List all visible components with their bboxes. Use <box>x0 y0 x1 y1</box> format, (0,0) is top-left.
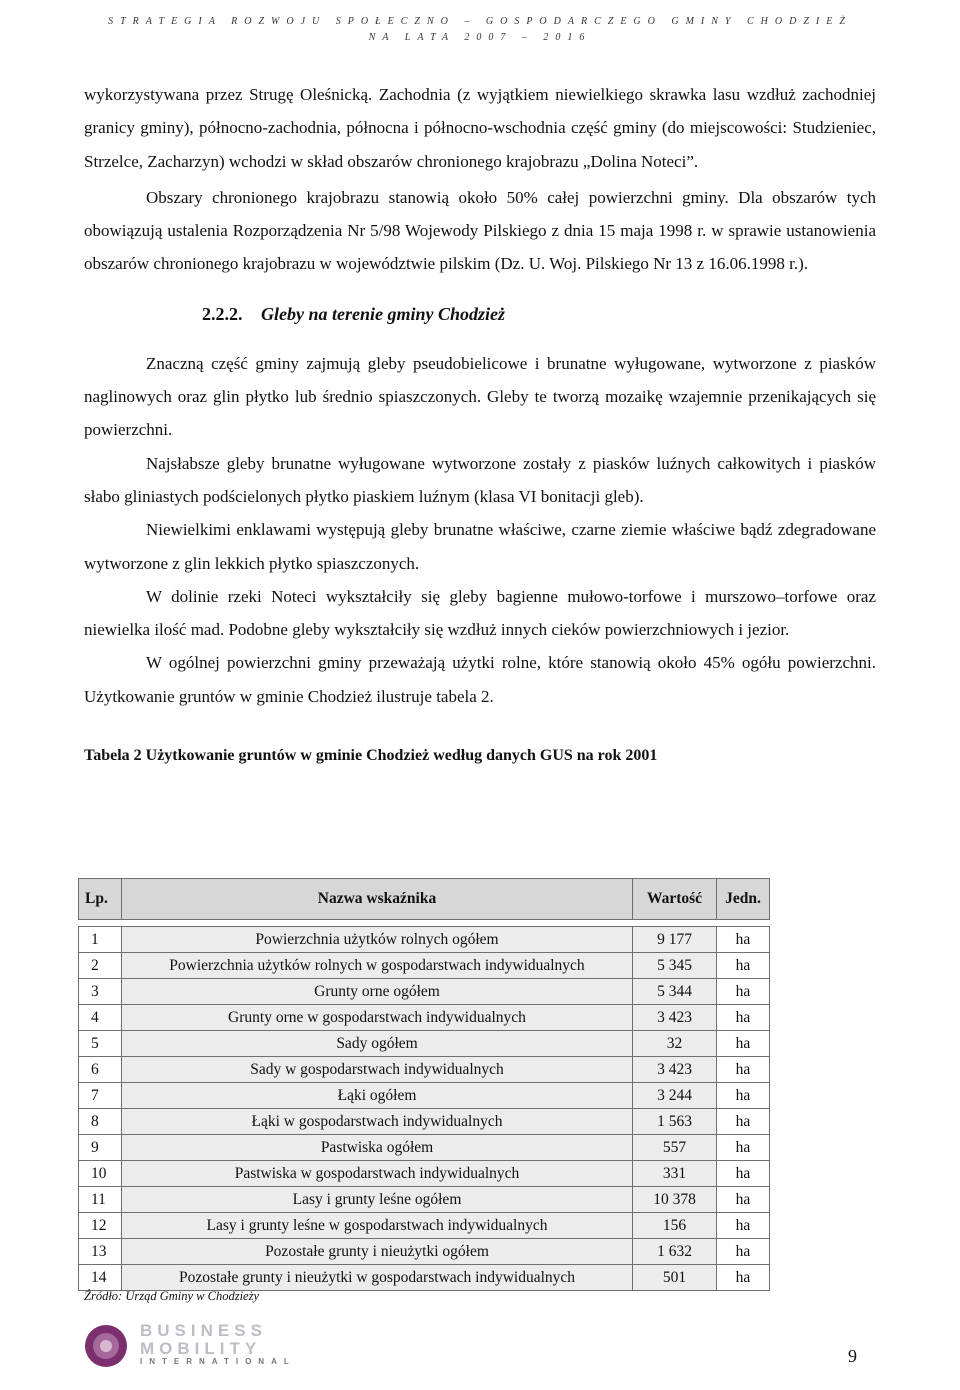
header-name: Nazwa wskaźnika <box>122 879 633 920</box>
section-number: 2.2.2. <box>202 303 243 324</box>
cell-name: Powierzchnia użytków rolnych ogółem <box>122 927 633 953</box>
cell-lp: 14 <box>79 1265 122 1291</box>
logo-word-mobility: MOBILITY <box>140 1339 262 1358</box>
table-row <box>79 1005 770 1031</box>
cell-unit: ha <box>717 1239 770 1265</box>
cell-lp: 12 <box>79 1213 122 1239</box>
table-row <box>79 1109 770 1135</box>
paragraph: W ogólnej powierzchni gminy przeważają użytki rolne, które stanowią około 45% ogółu powierzchni. Użytkowanie gruntów w gminie Chodzież ilustruje tabela 2. <box>84 653 876 706</box>
paragraph: Niewielkimi enklawami występują gleby brunatne właściwe, czarne ziemie właściwe bądź zdegradowane wytworzone z glin lekkich płytko spiaszczonych. <box>84 520 876 573</box>
cell-lp: 3 <box>79 979 122 1005</box>
cell-name: Pastwiska ogółem <box>122 1135 633 1161</box>
paragraph: Znaczną część gminy zajmują gleby pseudobielicowe i brunatne wyługowane, wytworzone z piasków naglinowych oraz glin płytko lub średnio spiaszczonych. Gleby te tworzą mozaikę wzajemnie przenikających się powierzchni. <box>84 353 876 440</box>
cell-unit: ha <box>717 1161 770 1187</box>
logo-word-business: BUSINESS <box>140 1321 267 1340</box>
cell-name: Lasy i grunty leśne ogółem <box>122 1187 633 1213</box>
paragraph: Obszary chronionego krajobrazu stanowią około 50% całej powierzchni gminy. Dla obszarów tych obowiązują ustalenia Rozporządzenia Nr 5/98 Wojewody Pilskiego z dnia 15 maja 1998 r. w sprawie ustanowienia obszarów chronionego krajobrazu w województwie pilskim (Dz. U. Woj. Pilskiego Nr 13 z 16.06.1998 r.). <box>84 187 876 274</box>
cell-unit: ha <box>717 1057 770 1083</box>
cell-value: 32 <box>633 1031 717 1057</box>
cell-lp: 8 <box>79 1109 122 1135</box>
paragraph: wykorzystywana przez Strugę Oleśnicką. Zachodnia (z wyjątkiem niewielkiego skrawka lasu wzdłuż zachodniej granicy gminy), północno-zachodnia, północna i północno-wschodnia część gminy (do miejscowości: Studzieniec, Strzelce, Zacharzyn) wchodzi w skład obszarów chronionego krajobrazu „Dolina Noteci”. <box>84 85 876 171</box>
running-header <box>0 16 960 43</box>
cell-name: Pastwiska w gospodarstwach indywidualnych <box>122 1161 633 1187</box>
land-use-table <box>78 878 770 1291</box>
cell-unit: ha <box>717 1031 770 1057</box>
cell-value: 5 345 <box>633 953 717 979</box>
cell-name: Grunty orne w gospodarstwach indywidualnych <box>122 1005 633 1031</box>
page-body <box>84 78 876 767</box>
table-row <box>79 1057 770 1083</box>
cell-name: Pozostałe grunty i nieużytki ogółem <box>122 1239 633 1265</box>
table-row <box>79 927 770 953</box>
table-row <box>79 1031 770 1057</box>
cell-value: 5 344 <box>633 979 717 1005</box>
logo-word-international: INTERNATIONAL <box>140 1357 296 1366</box>
cell-unit: ha <box>717 979 770 1005</box>
cell-unit: ha <box>717 1187 770 1213</box>
table-row <box>79 979 770 1005</box>
table-row <box>79 1083 770 1109</box>
table-row <box>79 1213 770 1239</box>
table-source: Źródło: Urząd Gminy w Chodzieży <box>84 1289 260 1303</box>
cell-lp: 6 <box>79 1057 122 1083</box>
table-row <box>79 953 770 979</box>
table-caption: Tabela 2 Użytkowanie gruntów w gminie Chodzież według danych GUS na rok 2001 <box>84 747 658 765</box>
cell-lp: 9 <box>79 1135 122 1161</box>
cell-value: 557 <box>633 1135 717 1161</box>
cell-name: Powierzchnia użytków rolnych w gospodarstwach indywidualnych <box>122 953 633 979</box>
paragraph: Najsłabsze gleby brunatne wyługowane wytworzone zostały z piasków luźnych całkowitych i piasków słabo gliniastych podścielonych płytko piaskiem luźnym (klasa VI bonitacji gleb). <box>84 453 876 506</box>
cell-lp: 11 <box>79 1187 122 1213</box>
header-unit: Jedn. <box>717 879 770 920</box>
cell-name: Sady w gospodarstwach indywidualnych <box>122 1057 633 1083</box>
cell-unit: ha <box>717 1083 770 1109</box>
cell-unit: ha <box>717 1109 770 1135</box>
header-subtitle: NA LATA 2007 – 2016 <box>368 32 592 43</box>
cell-name: Grunty orne ogółem <box>122 979 633 1005</box>
cell-value: 501 <box>633 1265 717 1291</box>
cell-lp: 7 <box>79 1083 122 1109</box>
cell-name: Sady ogółem <box>122 1031 633 1057</box>
table-body <box>79 927 770 1291</box>
cell-value: 1 632 <box>633 1239 717 1265</box>
header-title: STRATEGIA ROZWOJU SPOŁECZNO – GOSPODARCZEGO GMINY CHODZIEŻ <box>108 16 852 27</box>
cell-name: Łąki ogółem <box>122 1083 633 1109</box>
section-heading <box>84 299 876 329</box>
cell-value: 3 423 <box>633 1005 717 1031</box>
cell-unit: ha <box>717 1265 770 1291</box>
cell-value: 156 <box>633 1213 717 1239</box>
cell-unit: ha <box>717 1005 770 1031</box>
table-header-row <box>79 879 770 920</box>
cell-lp: 2 <box>79 953 122 979</box>
table-row <box>79 1187 770 1213</box>
cell-unit: ha <box>717 927 770 953</box>
business-mobility-logo <box>82 1322 302 1370</box>
cell-lp: 4 <box>79 1005 122 1031</box>
logo-mark-icon <box>82 1322 134 1370</box>
header-lp: Lp. <box>79 879 122 920</box>
cell-unit: ha <box>717 1213 770 1239</box>
table-row <box>79 1161 770 1187</box>
table-row <box>79 1239 770 1265</box>
cell-name: Lasy i grunty leśne w gospodarstwach indywidualnych <box>122 1213 633 1239</box>
cell-value: 3 244 <box>633 1083 717 1109</box>
section-title: Gleby na terenie gminy Chodzież <box>261 303 505 324</box>
cell-unit: ha <box>717 1135 770 1161</box>
cell-lp: 10 <box>79 1161 122 1187</box>
cell-value: 1 563 <box>633 1109 717 1135</box>
table-row <box>79 1265 770 1291</box>
cell-value: 3 423 <box>633 1057 717 1083</box>
cell-value: 331 <box>633 1161 717 1187</box>
header-value: Wartość <box>633 879 717 920</box>
cell-value: 10 378 <box>633 1187 717 1213</box>
cell-unit: ha <box>717 953 770 979</box>
page-number: 9 <box>848 1346 857 1366</box>
table-row <box>79 1135 770 1161</box>
cell-lp: 1 <box>79 927 122 953</box>
cell-lp: 5 <box>79 1031 122 1057</box>
cell-value: 9 177 <box>633 927 717 953</box>
cell-name: Pozostałe grunty i nieużytki w gospodarstwach indywidualnych <box>122 1265 633 1291</box>
cell-name: Łąki w gospodarstwach indywidualnych <box>122 1109 633 1135</box>
paragraph: W dolinie rzeki Noteci wykształciły się gleby bagienne mułowo-torfowe i murszowo–torfowe oraz niewielka ilość mad. Podobne gleby wykształciły się wzdłuż innych cieków powierzchniowych i jezior. <box>84 586 876 640</box>
cell-lp: 13 <box>79 1239 122 1265</box>
